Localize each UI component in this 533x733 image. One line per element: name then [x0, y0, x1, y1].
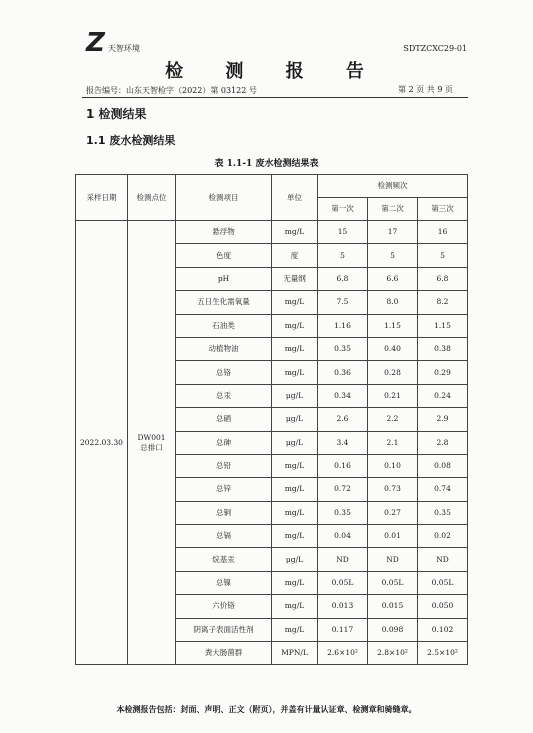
report-number: 报告编号：山东天智检字（2022）第 03122 号 [86, 86, 257, 95]
value-first-cell: 0.35 [318, 501, 368, 524]
value-second-cell: ND [368, 548, 418, 571]
value-first-cell: 1.16 [318, 314, 368, 337]
value-third-cell: 0.02 [418, 525, 468, 548]
item-cell: 总镍 [176, 571, 272, 594]
item-cell: 阴离子表面活性剂 [176, 618, 272, 641]
unit-cell: μg/L [272, 408, 318, 431]
table-header-row [76, 175, 468, 198]
value-second-cell: 0.27 [368, 501, 418, 524]
unit-cell: mg/L [272, 595, 318, 618]
unit-cell: μg/L [272, 548, 318, 571]
value-third-cell: 0.74 [418, 478, 468, 501]
value-third-cell: 0.05L [418, 571, 468, 594]
value-third-cell: ND [418, 548, 468, 571]
value-first-cell: 0.72 [318, 478, 368, 501]
value-second-cell: 2.8×10² [368, 642, 418, 665]
value-first-cell: 6.8 [318, 267, 368, 290]
value-second-cell: 2.1 [368, 431, 418, 454]
company-name: 天智环境 [107, 43, 140, 53]
value-third-cell: 0.35 [418, 501, 468, 524]
unit-cell: mg/L [272, 314, 318, 337]
value-third-cell: 0.08 [418, 454, 468, 477]
item-cell: 色度 [176, 244, 272, 267]
table-row [76, 221, 468, 244]
value-first-cell: 15 [318, 221, 368, 244]
unit-cell: μg/L [272, 431, 318, 454]
unit-cell: mg/L [272, 221, 318, 244]
value-first-cell: 2.6 [318, 408, 368, 431]
unit-cell: mg/L [272, 361, 318, 384]
unit-cell: mg/L [272, 454, 318, 477]
item-cell: 石油类 [176, 314, 272, 337]
company-logo [86, 30, 140, 56]
item-cell: 总汞 [176, 384, 272, 407]
item-cell: 烷基汞 [176, 548, 272, 571]
unit-cell: 度 [272, 244, 318, 267]
report-title: 检 测 报 告 [165, 61, 382, 82]
value-second-cell: 17 [368, 221, 418, 244]
unit-cell: MPN/L [272, 642, 318, 665]
sampling-date-cell: 2022.03.30 [76, 221, 128, 665]
value-third-cell: 0.050 [418, 595, 468, 618]
unit-cell: mg/L [272, 618, 318, 641]
value-third-cell: 8.2 [418, 291, 468, 314]
value-second-cell: 5 [368, 244, 418, 267]
subsection-heading: 1.1 废水检测结果 [86, 134, 176, 147]
value-third-cell: 2.5×10² [418, 642, 468, 665]
value-first-cell: 0.35 [318, 337, 368, 360]
value-first-cell: 2.6×10² [318, 642, 368, 665]
value-second-cell: 0.05L [368, 571, 418, 594]
value-second-cell: 6.6 [368, 267, 418, 290]
value-first-cell: 3.4 [318, 431, 368, 454]
item-cell: 总砷 [176, 431, 272, 454]
value-second-cell: 0.015 [368, 595, 418, 618]
unit-cell: mg/L [272, 478, 318, 501]
value-first-cell: 0.04 [318, 525, 368, 548]
value-second-cell: 8.0 [368, 291, 418, 314]
value-second-cell: 1.15 [368, 314, 418, 337]
sampling-point-cell [128, 221, 176, 665]
value-first-cell: ND [318, 548, 368, 571]
value-first-cell: 7.5 [318, 291, 368, 314]
logo-letter: Z [86, 28, 105, 58]
value-first-cell: 0.34 [318, 384, 368, 407]
sampling-point-name: 总排口 [140, 442, 163, 452]
unit-cell: μg/L [272, 384, 318, 407]
section-heading: 1 检测结果 [86, 107, 147, 121]
item-cell: 总硒 [176, 408, 272, 431]
value-first-cell: 0.36 [318, 361, 368, 384]
item-cell: 总镉 [176, 525, 272, 548]
item-cell: pH [176, 267, 272, 290]
unit-cell: mg/L [272, 337, 318, 360]
page-info: 第 2 页 共 9 页 [398, 85, 453, 94]
header-unit: 单位 [272, 175, 318, 221]
value-third-cell: 0.38 [418, 337, 468, 360]
header-frequency: 检测频次 [318, 175, 468, 198]
value-first-cell: 0.05L [318, 571, 368, 594]
value-third-cell: 2.8 [418, 431, 468, 454]
value-second-cell: 2.2 [368, 408, 418, 431]
value-third-cell: 2.9 [418, 408, 468, 431]
unit-cell: mg/L [272, 291, 318, 314]
footer-note: 本检测报告包括：封面、声明、正文（附页），并盖有计量认证章、检测章和骑缝章。 [116, 704, 417, 714]
sampling-point-code: DW001 [137, 432, 166, 442]
item-cell: 总铜 [176, 501, 272, 524]
value-first-cell: 0.16 [318, 454, 368, 477]
value-first-cell: 5 [318, 244, 368, 267]
header-third: 第三次 [418, 198, 468, 221]
results-table [75, 174, 468, 665]
item-cell: 动植物油 [176, 337, 272, 360]
value-second-cell: 0.21 [368, 384, 418, 407]
unit-cell: mg/L [272, 525, 318, 548]
item-cell: 六价铬 [176, 595, 272, 618]
value-first-cell: 0.117 [318, 618, 368, 641]
item-cell: 粪大肠菌群 [176, 642, 272, 665]
header-test-item: 检测项目 [176, 175, 272, 221]
value-third-cell: 5 [418, 244, 468, 267]
unit-cell: 无量纲 [272, 267, 318, 290]
item-cell: 总锌 [176, 478, 272, 501]
header-divider [82, 97, 468, 98]
item-cell: 总铬 [176, 361, 272, 384]
value-third-cell: 0.24 [418, 384, 468, 407]
header-sampling-point: 检测点位 [128, 175, 176, 221]
value-second-cell: 0.098 [368, 618, 418, 641]
item-cell: 悬浮物 [176, 221, 272, 244]
header-sampling-date: 采样日期 [76, 175, 128, 221]
value-third-cell: 16 [418, 221, 468, 244]
header-first: 第一次 [318, 198, 368, 221]
item-cell: 总铅 [176, 454, 272, 477]
value-second-cell: 0.28 [368, 361, 418, 384]
value-first-cell: 0.013 [318, 595, 368, 618]
unit-cell: mg/L [272, 501, 318, 524]
value-second-cell: 0.40 [368, 337, 418, 360]
value-second-cell: 0.01 [368, 525, 418, 548]
value-third-cell: 1.15 [418, 314, 468, 337]
table-caption: 表 1.1-1 废水检测结果表 [214, 159, 319, 169]
value-third-cell: 0.29 [418, 361, 468, 384]
document-code: SDTZCXC29-01 [403, 44, 467, 53]
value-third-cell: 6.8 [418, 267, 468, 290]
item-cell: 五日生化需氧量 [176, 291, 272, 314]
unit-cell: mg/L [272, 571, 318, 594]
header-second: 第二次 [368, 198, 418, 221]
value-second-cell: 0.73 [368, 478, 418, 501]
value-second-cell: 0.10 [368, 454, 418, 477]
value-third-cell: 0.102 [418, 618, 468, 641]
